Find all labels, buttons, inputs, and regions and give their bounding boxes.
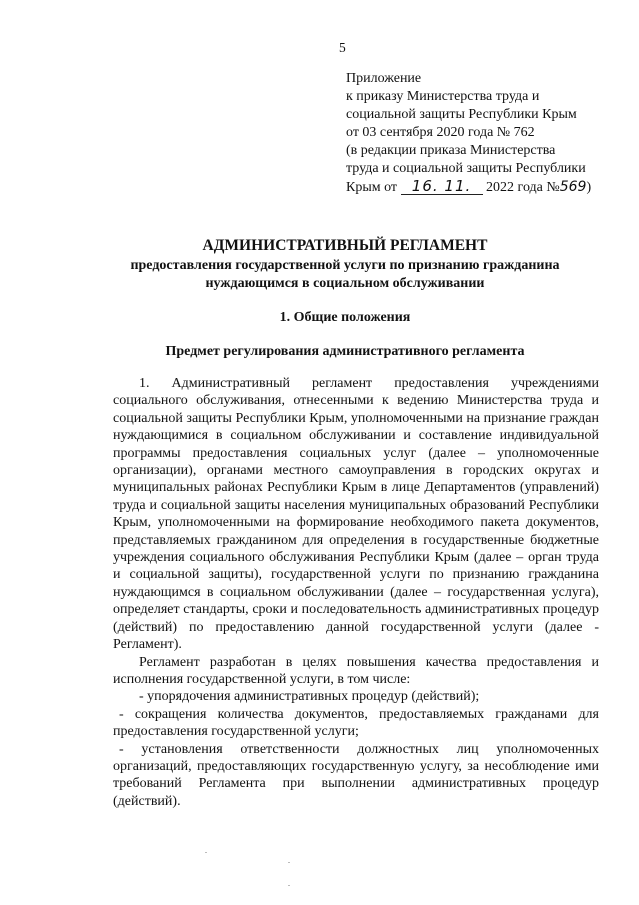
scan-speck: [288, 885, 290, 886]
scan-speck: [205, 852, 207, 853]
subsection-heading: Предмет регулирования административного регламента: [165, 344, 525, 359]
appendix-line: труда и социальной защиты Республики: [346, 161, 586, 176]
section-heading: 1. Общие положения: [279, 310, 411, 325]
appendix-line-prefix: Крым от: [346, 180, 398, 195]
appendix-line: от 03 сентября 2020 года № 762: [346, 125, 535, 140]
appendix-line-middle: 2022 года №: [486, 180, 560, 195]
appendix-line: к приказу Министерства труда и: [346, 89, 540, 104]
appendix-block: [346, 70, 631, 197]
bullet-item: - сокращения количества документов, предоставляемых гражданами для предоставления государственной услуги;: [113, 706, 599, 740]
document-subtitle: [90, 257, 600, 293]
subtitle-line: нуждающимся в социальном обслуживании: [205, 276, 485, 291]
appendix-line: (в редакции приказа Министерства: [346, 143, 556, 158]
scan-speck: [288, 862, 290, 863]
bullet-item: - установления ответственности должностных лиц уполномоченных организаций, предоставляющих государственную услугу, за несоблюдение ими требований Регламента при выполнении административных процедур (действий).: [113, 741, 599, 809]
document-body: [113, 375, 599, 810]
appendix-line: социальной защиты Республики Крым: [346, 107, 577, 122]
appendix-line: Приложение: [346, 71, 422, 86]
handwritten-date: 16. 11.: [401, 179, 483, 195]
subtitle-line: предоставления государственной услуги по признанию гражданина: [130, 258, 560, 273]
appendix-line-suffix: ): [586, 180, 592, 195]
paragraph-1: 1. Административный регламент предоставления учреждениями социального обслуживания, отнесенными к ведению Министерства труда и социальной защиты Республики Крым, уполномоченными на признание граждан нуждающимися в социальном обслуживании и составление индивидуальной программы предоставления социальных услуг (далее – уполномоченные организации), органами местного самоуправления в городских округах и муниципальных районах Республики Крым в лице Департаментов (управлений) труда и социальной защиты населения муниципальных образований Республики Крым, уполномоченными на формирование необходимого пакета документов, представляемых гражданином для определения в государственные бюджетные учреждения социального обслуживания Республики Крым (далее – орган труда и социальной защиты), государственной услуги по признанию гражданина нуждающимся в социальном обслуживании (далее – государственная услуга), определяет стандарты, сроки и последовательность административных процедур (действий) по предоставлению данной государственной услуги (далее - Регламент).: [113, 376, 599, 653]
paragraph-2: Регламент разработан в целях повышения качества предоставления и исполнения государственной услуги, в том числе:: [113, 654, 599, 687]
appendix-line-edition-date: [346, 178, 631, 197]
bullet-item: - упорядочения административных процедур (действий);: [139, 689, 480, 705]
page-number: 5: [339, 40, 346, 55]
document-title: АДМИНИСТРАТИВНЫЙ РЕГЛАМЕНТ: [202, 237, 488, 254]
handwritten-number: 569: [559, 179, 587, 195]
